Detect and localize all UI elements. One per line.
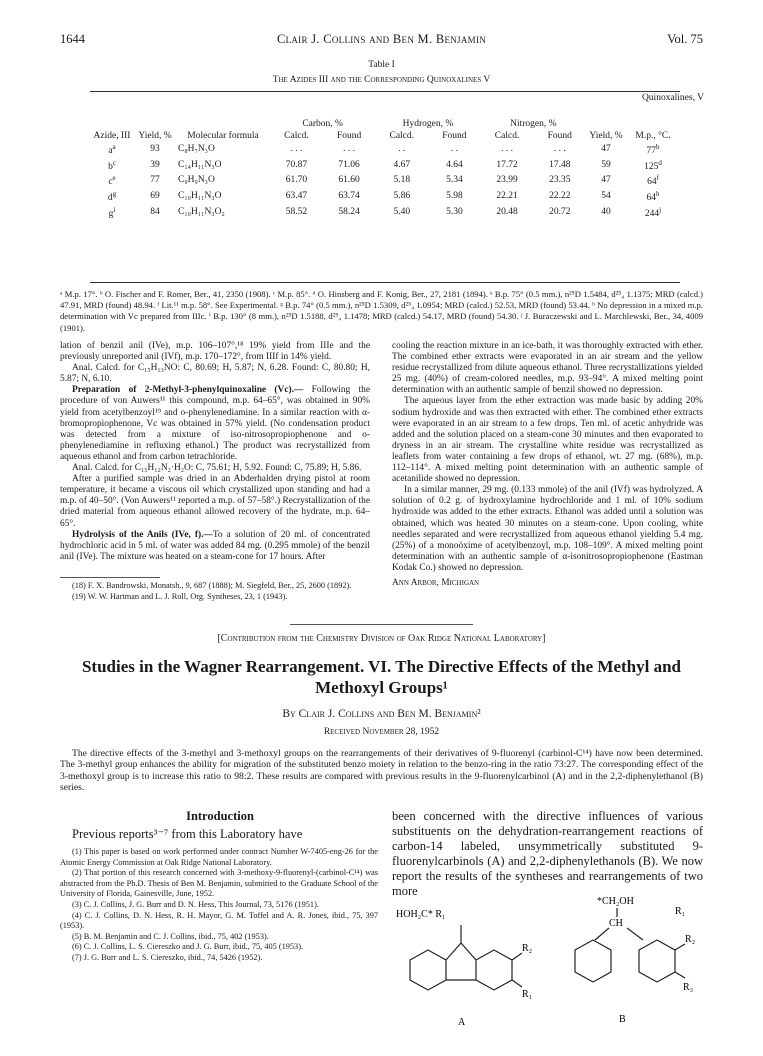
table-row (90, 173, 680, 189)
abstract: The directive effects of the 3-methyl and 3-methoxyl groups on the rearrangements of their derivatives of 9-fluorenyl (carbinol-C¹⁴) have now been determined. The 3-methyl group enhances the ability for migration of the substituted benzo moiety in relation to the benzo-ring in the ratio 73:27. The corresponding effect of the 3-methoxyl group is to increase this ratio to 98:2. These results are compared with previous results in the 9-fluorenylcarbinol (A) and in the 2,2-diphenylethanol (B) series. (60, 748, 703, 794)
right-benzo-ring (476, 950, 512, 990)
paragraph: Anal. Calcd. for C₁₅H₁₃NO: C, 80.69; H, 5.87; N, 6.28. Found: C, 80.80; H, 5.87; N, 6.10. (60, 363, 370, 385)
table-cell-yield: 93 (150, 144, 160, 155)
nitrogen-calcd-header: Calcd. (494, 130, 520, 141)
table-cell-formula: C₁₀H₁₁N₃O (178, 191, 222, 202)
table-cell-n-calc: 17.72 (496, 159, 518, 170)
intro-left (60, 827, 380, 842)
table-cell-formula: C₁₀H₁₁N₃O₂ (178, 206, 225, 217)
intro-text: been concerned with the directive influences of various substituents on the dehydration-rearrangement reactions of carbon-14 labeled, unsymmetrically substituted 9-fluorenylcarbinols (A) and 2,2-diphenylethanols (B). We now report the results of the syntheses and rearrangements of two more (392, 809, 703, 898)
table-cell-qy: 54 (601, 191, 611, 202)
table-bottom-rule (90, 282, 680, 283)
table-cell-azide: $c^e$ (108, 174, 116, 188)
table-cell-yield: 69 (150, 191, 160, 202)
left-footnotes (60, 581, 370, 602)
footnote: (18) F. X. Bandrowski, Monatsh., 9, 687 (1888); M. Siegfeld, Ber., 25, 2600 (1892). (72, 581, 352, 590)
article-title-line: Methoxyl Groups¹ (315, 678, 448, 697)
table-row (90, 142, 680, 158)
table-footnote-text: ᵃ M.p. 17°. ᵇ O. Fischer and F. Romer, Ber., 41, 2350 (1908). ᶜ M.p. 85°. ᵈ O. Hinsberg and F. Konig, Ber., 27, 2181 (1894). ᵉ B.p. 75° (0.5 mm.), n²⁵D 1.5484, d²⁵₄ 1.1375; MRD (calcd.) 47.91, MRD (found) 48.94. ᶠ Lit.¹¹ m.p. 58°. See Experimental. ᵍ B.p. 74° (0.5 mm.), n²⁵D 1.5309, d²⁵₄ 1.0954; MRD (calcd.) 52.53, MRD (found) 53.44. ʰ No depression in a mixed m.p. determination with Vc prepared from IIIc. ⁱ B.p. 130° (8 mm.), n²⁵D 1.5188, d²⁵₄ 1.1478; MRD (calcd.) 54.17, MRD (found) 54.30. ʲ J. Buraczewski and L. Marchlewski, Ber., 34, 4009 (1901). (60, 289, 703, 333)
paragraph: Anal. Calcd. for C₁₅H₁₂N₂·H₂O: C, 75.61; H, 5.92. Found: C, 75.89; H, 5.86. (72, 463, 362, 474)
table-cell-mp: 125$^d$ (644, 158, 662, 172)
table-cell-n-calc: . . . (501, 144, 513, 155)
table-cell-c-found: 61.60 (338, 175, 360, 186)
contribution-line: [Contribution from the Chemistry Division of Oak Ridge National Laboratory] (217, 633, 546, 644)
bond (461, 943, 476, 960)
table-cell-h-found: 4.64 (446, 159, 463, 170)
table-row (90, 205, 680, 221)
footnote: (6) C. J. Collins, L. S. Ciereszko and J. G. Burr, ibid., 75, 405 (1953). (72, 942, 304, 952)
paragraph: The aqueous layer from the ether extraction was made basic by adding 20% sodium hydroxide and was then extracted with ether. The combined ether extracts were evaporated in an air stream to a few drops. Ten ml. of acetic anhydride was added and the solution placed on a steam-cone 30 minutes and then evaporated to dryness in an air stream. The crystalline white residue was recrystallized as leaflets from water containing a few drops of ethanol, wt. 27 mg. (68%), m.p. 112–114°. A mixed melting point determination with an authentic sample of acetanilide showed no depression. (392, 396, 703, 485)
table-cell-c-found: 71.06 (338, 159, 360, 170)
paragraph (60, 385, 370, 463)
article-footnotes (60, 847, 378, 964)
yield-col-header: Yield, % (138, 130, 172, 141)
introduction-heading: Introduction (186, 809, 254, 823)
table-top-rule (90, 91, 680, 92)
table-cell-c-calc: 61.70 (285, 175, 308, 186)
table-cell-n-calc: 20.48 (496, 206, 518, 217)
footnote: (2) That portion of this research concerned with 3-methoxy-9-fluorenyl-(carbinol-C¹⁴) was abstracted from the Ph.D. Thesis of Ben M. Benjamin, submitted to the Graduate School of the University of Florida, Gainesville, June, 1952. (60, 868, 378, 899)
bond (675, 944, 685, 950)
running-header (60, 32, 703, 48)
table-cell-azide: $d^g$ (107, 189, 117, 204)
structure-b-diagram (555, 892, 705, 1035)
table-cell-h-found: . . (450, 144, 458, 155)
structure-a-r1: R₁ (522, 989, 533, 1000)
table-cell-c-calc: 58.52 (285, 206, 308, 217)
table-cell-n-calc: 23.99 (496, 175, 518, 186)
table-cell-yield: 39 (150, 159, 160, 170)
carbon-header: Carbon, % (302, 119, 343, 129)
table-cell-c-calc: 70.87 (285, 159, 308, 170)
structure-b-r2: R₂ (685, 934, 696, 945)
structure-b-label: B (619, 1014, 626, 1025)
nitrogen-header: Nitrogen, % (510, 119, 557, 129)
intro-right (392, 809, 703, 899)
table-cell-h-calc: 4.67 (393, 159, 411, 170)
table-cell-n-found: 20.72 (549, 206, 571, 217)
footnote-rule (60, 577, 160, 578)
table-cell-qy: 40 (601, 206, 611, 217)
table-cell-n-calc: 22.21 (496, 191, 518, 202)
mp-header: M.p., °C. (635, 130, 671, 141)
table-title: The Azides III and the Corresponding Quinoxalines V (272, 75, 491, 85)
table-cell-n-found: . . . (553, 144, 566, 155)
table-cell-n-found: 22.22 (549, 191, 571, 202)
bond (595, 928, 609, 940)
fluorene-skeleton (410, 925, 522, 990)
running-authors: Clair J. Collins and Ben M. Benjamin (276, 32, 487, 46)
table-body (90, 142, 680, 220)
table-cell-c-found: 58.24 (338, 206, 360, 217)
structure-b-ch: CH (609, 918, 623, 929)
footnote: (5) B. M. Benjamin and C. J. Collins, ibid., 75, 402 (1953). (72, 931, 269, 941)
received-date: Received November 28, 1952 (323, 727, 440, 737)
intro-text: Previous reports³⁻⁷ from this Laboratory have (72, 827, 303, 841)
formula-col-header: Molecular formula (187, 130, 259, 141)
structure-a-label: A (458, 1017, 466, 1028)
table-cell-mp: 77$^b$ (646, 143, 660, 157)
paragraph: After a purified sample was dried in an Abderhalden drying pistol at room temperature, it became a viscous oil which crystallized upon standing and had a m.p. of 40–50°. (Von Auwers¹¹ reported a m.p. of 57–58°.) Recrystallization of the dried material from aqueous ethanol allowed recovery of the hydrate, m.p. 64–65°. (60, 474, 370, 529)
left-column (60, 341, 370, 563)
table-header-row (90, 131, 680, 143)
structure-b-top-label: *CH₂OH (597, 896, 634, 907)
table-cell-qy: 59 (601, 159, 611, 170)
table-cell-formula: C₁₄H₁₁N₃O (178, 159, 222, 170)
bond (675, 972, 685, 978)
paragraph: lation of benzil anil (IVe), m.p. 106–107°,¹⁸ 19% yield from IIIe and the previously unreported anil (IVf), m.p. 170–172°, from IIIf in 14% yield. (60, 341, 370, 363)
hydrogen-calcd-header: Calcd. (389, 130, 415, 141)
structure-a-top-label: HOH₂C* R₁ (396, 909, 446, 920)
footnote: (3) C. J. Collins, J. G. Burr and D. N. Hess, This Journal, 73, 5176 (1951). (72, 899, 319, 909)
table-cell-h-found: 5.34 (446, 175, 463, 186)
azide-table (90, 119, 680, 220)
left-benzo-ring (410, 950, 446, 990)
table-cell-n-found: 17.48 (549, 159, 571, 170)
table-cell-h-calc: 5.18 (393, 175, 411, 186)
table-cell-c-found: . . . (343, 144, 356, 155)
table-cell-formula: C₈H₇N₃O (178, 144, 215, 155)
table-footnotes (60, 289, 703, 334)
table-cell-qy: 47 (601, 175, 611, 186)
table-cell-h-calc: . . (398, 144, 406, 155)
footnote: (19) W. W. Hartman and L. J. Roll, Org. Syntheses, 23, 1 (1943). (72, 591, 288, 601)
table-cell-yield: 77 (150, 175, 160, 186)
byline: By Clair J. Collins and Ben M. Benjamin² (282, 708, 481, 720)
bond (512, 980, 522, 987)
paragraph: cooling the reaction mixture in an ice-bath, it was thoroughly extracted with ether. The combined ether extracts were evaporated in an air stream and the yellow residue recrystallized from dilute aqueous ethanol. Three recrystallizations yielded 25 mg. (40%) of cream-colored needles, m.p. 93–94°. A mixed melting point determination with an authentic sample of benzil showed no depression. (392, 341, 703, 396)
section-run-in: Preparation of 2-Methyl-3-phenylquinoxaline (Vc).— (72, 385, 304, 396)
paragraph (60, 530, 370, 563)
paragraph-text: Following the procedure of von Auwers¹¹ this compound, m.p. 64–65°, was obtained in 90% yield from acetylbenzoyl¹⁹ and o-phenylenediamine. In a similar reaction with α-bromopropiophenone, Vc was obtained in 57% yield. (No condensation product was detected from a mixture of iso-nitrosopropiophenone and o-phenylenediamine in refluxing ethanol.) The product was recrystallized from aqueous ethanol and from carbon tetrachloride. (60, 385, 371, 462)
diphenylethane-skeleton (575, 908, 685, 982)
article-title-line: Studies in the Wagner Rearrangement. VI. The Directive Effects of the Methyl and (81, 657, 682, 676)
table-cell-qy: 47 (601, 144, 611, 155)
structure-a-diagram (392, 905, 542, 1035)
carbon-calcd-header: Calcd. (284, 130, 309, 141)
bond (627, 928, 643, 940)
table-cell-mp: 64$^h$ (646, 189, 660, 204)
structure-b-r3: R₃ (683, 982, 694, 993)
table-cell-azide: $g^i$ (108, 205, 116, 219)
quinoxaline-group-header: Quinoxalines, V (641, 93, 705, 103)
structure-b-r1: R₁ (675, 906, 686, 917)
table-cell-formula: C₉H₉N₃O (178, 175, 215, 186)
hydrogen-header: Hydrogen, % (402, 119, 454, 129)
nitrogen-found-header: Found (547, 130, 572, 141)
hydrogen-found-header: Found (442, 130, 467, 141)
table-cell-h-found: 5.98 (446, 191, 463, 202)
table-row (90, 189, 680, 205)
quinox-yield-header: Yield, % (589, 130, 623, 141)
table-cell-azide: $a^a$ (108, 143, 116, 157)
right-phenyl-ring (639, 940, 675, 982)
place-line: Ann Arbor, Michigan (392, 577, 480, 588)
article-title (60, 656, 703, 698)
footnote: (1) This paper is based on work performed under contract Number W-7405-eng-26 for the Atomic Energy Commission at Oak Ridge National Laboratory. (60, 847, 378, 867)
bond (446, 943, 461, 960)
table-cell-yield: 84 (150, 206, 160, 217)
carbon-found-header: Found (336, 130, 362, 141)
right-column (392, 341, 703, 589)
article-divider (290, 624, 473, 625)
table-cell-c-found: 63.74 (338, 191, 360, 202)
bond (512, 953, 522, 960)
section-run-in: Hydrolysis of the Anils (IVe, f).— (72, 529, 213, 540)
table-cell-h-calc: 5.86 (393, 191, 411, 202)
footnote: (7) J. G. Burr and L. S. Ciereszko, ibid., 74, 5426 (1952). (72, 952, 263, 962)
table-cell-azide: $b^c$ (108, 158, 116, 172)
table-caption: Table I (368, 60, 395, 70)
volume-label: Vol. 75 (667, 32, 703, 46)
paragraph-text: To a solution of 20 ml. of concentrated hydrochloric acid in 5 ml. of water was added 84 mg. (0.295 mmole) of the benzil anil (IVe). The mixture was heated on a steam-cone for 17 hours. After (60, 529, 371, 562)
table-cell-h-calc: 5.40 (393, 206, 411, 217)
azide-col-header: Azide, III (93, 130, 131, 141)
structure-a-r2: R₂ (522, 943, 533, 954)
paragraph: In a similar manner, 29 mg. (0.133 mmole) of the anil (IVf) was hydrolyzed. A solution of 0.2 g. of hydroxylamine hydrochloride and 1 ml. of 10% sodium hydroxide was added to the ether extracts. Ethanol was added until a solution was obtained, which was heated 30 minutes on a steam-cone. Upon cooling, white needles separated and were recrystallized from aqueous ethanol yielding 5.4 mg. (25%) of a monoöxime of acetylbenzoyl, m.p. 108–109°. A mixed melting point determination with an authentic sample of α-isonitrosopropiophenone (Eastman Kodak Co.) showed no depression. (392, 485, 703, 573)
table-cell-mp: 64$^f$ (647, 174, 659, 188)
page-number: 1644 (60, 32, 85, 46)
left-phenyl-ring (575, 940, 611, 982)
table-cell-n-found: 23.35 (549, 175, 571, 186)
footnote: (4) C. J. Collins, D. N. Hess, R. H. Mayor, G. M. Toffel and A. R. Jones, ibid., 75, 397 (1953). (60, 910, 378, 931)
table-cell-c-calc: 63.47 (285, 191, 308, 202)
table-cell-mp: 244$^j$ (644, 205, 662, 219)
table-row (90, 158, 680, 174)
table-cell-c-calc: . . . (290, 144, 303, 155)
table-group-row (90, 119, 680, 131)
table-cell-h-found: 5.30 (446, 206, 463, 217)
